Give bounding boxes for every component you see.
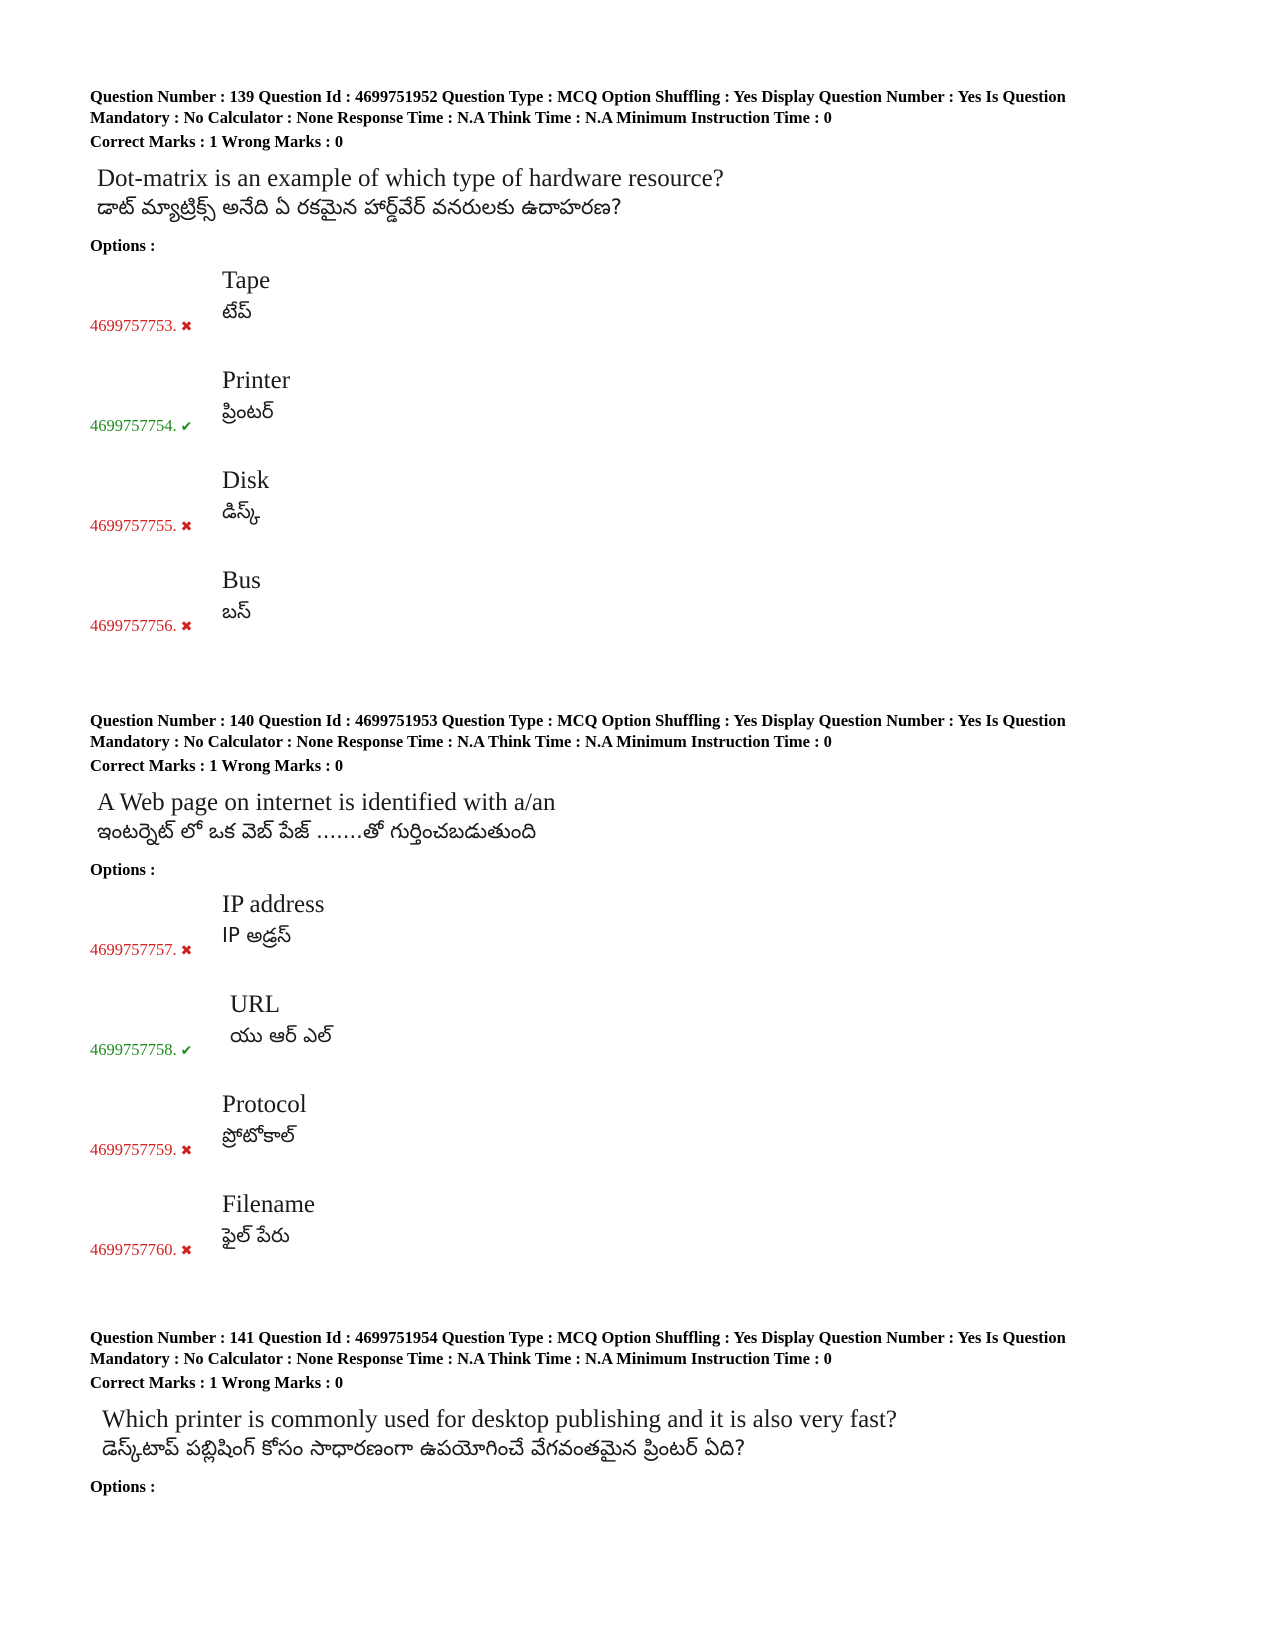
- wrong-mark-icon: ✖: [180, 319, 193, 335]
- question-meta-line2: Mandatory : No Calculator : None Response Time : N.A Think Time : N.A Minimum Instruction Time : 0: [90, 1349, 832, 1368]
- option-text-english: Filename: [222, 1191, 316, 1218]
- option-id: [90, 516, 192, 537]
- option-item: [90, 990, 1190, 1090]
- question-meta: [90, 86, 1190, 128]
- option-text: [222, 1090, 307, 1150]
- option-text-english: Disk: [222, 467, 270, 494]
- check-mark-icon: ✔: [180, 419, 193, 435]
- option-text-telugu: ప్రోటోకాల్: [222, 1123, 295, 1147]
- option-item: [90, 266, 1190, 366]
- question-meta-line1: Question Number : 139 Question Id : 4699751952 Question Type : MCQ Option Shuffling : Yes Display Question Number : Yes Is Question: [90, 87, 1066, 106]
- wrong-mark-icon: ✖: [180, 619, 193, 635]
- options-label: Options :: [90, 1477, 156, 1496]
- question-text: [97, 788, 1190, 846]
- option-text-english: Bus: [222, 567, 261, 594]
- question-block: [90, 710, 1190, 1290]
- option-text-telugu: టేప్: [222, 299, 252, 323]
- option-text-english: URL: [230, 991, 280, 1018]
- question-text-english: Dot-matrix is an example of which type of hardware resource?: [97, 165, 724, 192]
- question-marks: Correct Marks : 1 Wrong Marks : 0: [90, 132, 344, 151]
- option-text-telugu: ఫైల్ పేరు: [222, 1223, 290, 1247]
- option-id: [90, 416, 192, 437]
- option-text-telugu: ప్రింటర్: [222, 399, 274, 423]
- option-id-label: 4699757755.: [90, 516, 177, 535]
- option-text-english: Printer: [222, 367, 291, 394]
- wrong-mark-icon: ✖: [180, 519, 193, 535]
- question-meta-line1: Question Number : 141 Question Id : 4699751954 Question Type : MCQ Option Shuffling : Yes Display Question Number : Yes Is Question: [90, 1328, 1066, 1347]
- wrong-mark-icon: ✖: [180, 1143, 193, 1159]
- option-item: [90, 1090, 1190, 1190]
- option-id-label: 4699757759.: [90, 1140, 177, 1159]
- options-list: [90, 266, 1190, 666]
- question-block: [90, 86, 1190, 666]
- question-text-telugu: ఇంటర్నెట్ లో ఒక వెబ్ పేజ్ .......తో గుర్తించబడుతుంది: [97, 819, 537, 843]
- wrong-mark-icon: ✖: [180, 943, 193, 959]
- option-text: [222, 366, 290, 426]
- option-item: [90, 466, 1190, 566]
- option-id: [90, 1240, 192, 1261]
- option-text-telugu: డిస్క్: [222, 499, 261, 523]
- question-meta-line1: Question Number : 140 Question Id : 4699751953 Question Type : MCQ Option Shuffling : Yes Display Question Number : Yes Is Question: [90, 711, 1066, 730]
- question-meta-line2: Mandatory : No Calculator : None Response Time : N.A Think Time : N.A Minimum Instruction Time : 0: [90, 732, 832, 751]
- option-id-label: 4699757760.: [90, 1240, 177, 1259]
- question-meta-line2: Mandatory : No Calculator : None Response Time : N.A Think Time : N.A Minimum Instruction Time : 0: [90, 108, 832, 127]
- wrong-mark-icon: ✖: [180, 1243, 193, 1259]
- option-text-telugu: బస్: [222, 599, 252, 623]
- option-id: [90, 316, 192, 337]
- option-id: [90, 1040, 192, 1061]
- check-mark-icon: ✔: [180, 1043, 193, 1059]
- option-id: [90, 616, 192, 637]
- question-text-english: A Web page on internet is identified with a/an: [97, 789, 556, 816]
- option-text-telugu: యు ఆర్ ఎల్: [230, 1023, 332, 1047]
- question-text: [97, 164, 1190, 222]
- question-meta: [90, 710, 1190, 752]
- question-text-telugu: డాట్ మ్యాట్రిక్స్ అనేది ఏ రకమైన హార్డ్‌వేర్ వనరులకు ఉదాహరణ?: [97, 195, 622, 219]
- option-text: [222, 890, 325, 950]
- option-id-label: 4699757754.: [90, 416, 177, 435]
- question-block: [90, 1327, 1190, 1497]
- option-text-english: IP address: [222, 891, 325, 918]
- option-text: [222, 466, 269, 526]
- option-text: [230, 990, 332, 1050]
- options-label: Options :: [90, 236, 156, 255]
- option-text: [222, 566, 261, 626]
- question-marks: Correct Marks : 1 Wrong Marks : 0: [90, 1373, 344, 1392]
- option-id-label: 4699757757.: [90, 940, 177, 959]
- question-meta: [90, 1327, 1190, 1369]
- option-id: [90, 1140, 192, 1161]
- option-id: [90, 940, 192, 961]
- question-marks: Correct Marks : 1 Wrong Marks : 0: [90, 756, 344, 775]
- option-text: [222, 1190, 315, 1250]
- option-id-label: 4699757758.: [90, 1040, 177, 1059]
- question-text-english: Which printer is commonly used for desktop publishing and it is also very fast?: [102, 1406, 897, 1433]
- option-id-label: 4699757753.: [90, 316, 177, 335]
- option-text-telugu: IP అడ్రస్: [222, 923, 292, 947]
- question-text: [102, 1405, 1190, 1463]
- question-text-telugu: డెస్క్‌టాప్ పబ్లిషింగ్ కోసం సాధారణంగా ఉపయోగించే వేగవంతమైన ప్రింటర్ ఏది?: [102, 1436, 746, 1460]
- option-text-english: Protocol: [222, 1091, 307, 1118]
- option-text: [222, 266, 270, 326]
- option-item: [90, 890, 1190, 990]
- option-item: [90, 366, 1190, 466]
- options-list: [90, 890, 1190, 1290]
- option-text-english: Tape: [222, 267, 271, 294]
- option-item: [90, 1190, 1190, 1290]
- option-item: [90, 566, 1190, 666]
- options-label: Options :: [90, 860, 156, 879]
- option-id-label: 4699757756.: [90, 616, 177, 635]
